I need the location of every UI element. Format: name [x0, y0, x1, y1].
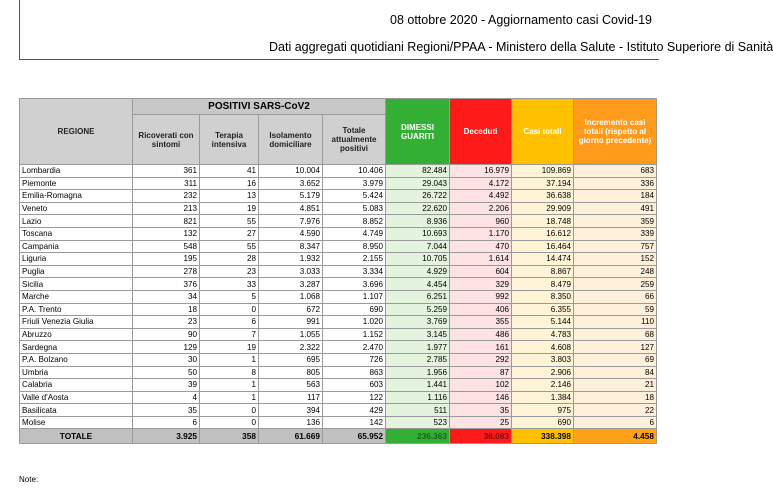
cell-regione: Liguria [20, 253, 133, 266]
cell-casi-totali: 4.608 [512, 341, 574, 354]
table-row [20, 379, 657, 392]
cell-casi-totali: 109.869 [512, 165, 574, 178]
cell-regione: P.A. Bolzano [20, 353, 133, 366]
cell-isolamento: 3.652 [259, 177, 323, 190]
table-row [20, 341, 657, 354]
cell-regione: Molise [20, 416, 133, 429]
cell-dimessi: 10.693 [386, 227, 450, 240]
cell-totale-positivi: 3.334 [323, 265, 386, 278]
cell-casi-totali: 4.783 [512, 328, 574, 341]
cell-totale-positivi: 1.020 [323, 316, 386, 329]
cell-casi-totali: 1.384 [512, 391, 574, 404]
cell-deceduti: 35 [450, 404, 512, 417]
cell-terapia: 0 [200, 416, 259, 429]
cell-dimessi: 3.769 [386, 316, 450, 329]
cell-regione: Lazio [20, 215, 133, 228]
cell-totale-positivi: 1.152 [323, 328, 386, 341]
cell-dimessi: 6.251 [386, 290, 450, 303]
cell-dimessi: 1.116 [386, 391, 450, 404]
cell-regione: Marche [20, 290, 133, 303]
cell-ricoverati: 213 [133, 202, 200, 215]
cell-dimessi: 523 [386, 416, 450, 429]
totals-dimessi: 236.363 [386, 429, 450, 444]
table-row [20, 290, 657, 303]
cell-isolamento: 5.179 [259, 190, 323, 203]
cell-totale-positivi: 8.852 [323, 215, 386, 228]
cell-ricoverati: 278 [133, 265, 200, 278]
cell-dimessi: 2.785 [386, 353, 450, 366]
cell-totale-positivi: 2.470 [323, 341, 386, 354]
cell-deceduti: 16.979 [450, 165, 512, 178]
table-row [20, 202, 657, 215]
cell-terapia: 5 [200, 290, 259, 303]
cell-deceduti: 161 [450, 341, 512, 354]
table-row [20, 227, 657, 240]
header-dimessi: DIMESSI GUARITI [386, 99, 450, 165]
report-header-box [19, 0, 773, 60]
cell-isolamento: 3.287 [259, 278, 323, 291]
cell-ricoverati: 18 [133, 303, 200, 316]
covid-regional-table [19, 98, 657, 444]
cell-incremento: 6 [574, 416, 657, 429]
header-deceduti: Deceduti [450, 99, 512, 165]
cell-regione: Lombardia [20, 165, 133, 178]
cell-totale-positivi: 429 [323, 404, 386, 417]
cell-isolamento: 2.322 [259, 341, 323, 354]
cell-casi-totali: 37.194 [512, 177, 574, 190]
cell-totale-positivi: 2.155 [323, 253, 386, 266]
cell-deceduti: 604 [450, 265, 512, 278]
cell-regione: Emilia-Romagna [20, 190, 133, 203]
cell-incremento: 491 [574, 202, 657, 215]
cell-isolamento: 136 [259, 416, 323, 429]
cell-casi-totali: 36.638 [512, 190, 574, 203]
table-row [20, 303, 657, 316]
cell-ricoverati: 35 [133, 404, 200, 417]
cell-terapia: 16 [200, 177, 259, 190]
report-source-subtitle: Dati aggregati quotidiani Regioni/PPAA - Ministero della Salute - Istituto Superiore di Sanità [269, 40, 773, 54]
cell-incremento: 18 [574, 391, 657, 404]
cell-totale-positivi: 5.424 [323, 190, 386, 203]
cell-incremento: 336 [574, 177, 657, 190]
header-terapia: Terapia intensiva [200, 115, 259, 165]
totals-deceduti: 36.083 [450, 429, 512, 444]
cell-casi-totali: 8.350 [512, 290, 574, 303]
cell-isolamento: 672 [259, 303, 323, 316]
cell-incremento: 21 [574, 379, 657, 392]
table-row [20, 253, 657, 266]
cell-dimessi: 5.259 [386, 303, 450, 316]
cell-totale-positivi: 863 [323, 366, 386, 379]
cell-dimessi: 1.977 [386, 341, 450, 354]
cell-incremento: 68 [574, 328, 657, 341]
cell-isolamento: 1.932 [259, 253, 323, 266]
table-row [20, 265, 657, 278]
cell-dimessi: 7.044 [386, 240, 450, 253]
table-row [20, 328, 657, 341]
cell-terapia: 27 [200, 227, 259, 240]
cell-terapia: 19 [200, 202, 259, 215]
cell-deceduti: 4.172 [450, 177, 512, 190]
cell-regione: Piemonte [20, 177, 133, 190]
table-row [20, 215, 657, 228]
cell-isolamento: 394 [259, 404, 323, 417]
cell-ricoverati: 361 [133, 165, 200, 178]
cell-isolamento: 4.590 [259, 227, 323, 240]
cell-regione: Abruzzo [20, 328, 133, 341]
cell-ricoverati: 129 [133, 341, 200, 354]
cell-ricoverati: 376 [133, 278, 200, 291]
cell-totale-positivi: 3.696 [323, 278, 386, 291]
cell-deceduti: 2.206 [450, 202, 512, 215]
cell-terapia: 41 [200, 165, 259, 178]
cell-casi-totali: 16.464 [512, 240, 574, 253]
table-body [20, 165, 657, 429]
cell-casi-totali: 3.803 [512, 353, 574, 366]
cell-totale-positivi: 726 [323, 353, 386, 366]
totals-terapia: 358 [200, 429, 259, 444]
totals-row [20, 429, 657, 444]
cell-isolamento: 695 [259, 353, 323, 366]
cell-incremento: 59 [574, 303, 657, 316]
cell-ricoverati: 39 [133, 379, 200, 392]
cell-incremento: 259 [574, 278, 657, 291]
cell-incremento: 339 [574, 227, 657, 240]
cell-ricoverati: 90 [133, 328, 200, 341]
cell-isolamento: 3.033 [259, 265, 323, 278]
table-row [20, 353, 657, 366]
cell-terapia: 13 [200, 190, 259, 203]
cell-incremento: 184 [574, 190, 657, 203]
cell-isolamento: 805 [259, 366, 323, 379]
cell-regione: Basilicata [20, 404, 133, 417]
cell-terapia: 55 [200, 240, 259, 253]
table-row [20, 404, 657, 417]
cell-totale-positivi: 10.406 [323, 165, 386, 178]
cell-deceduti: 1.614 [450, 253, 512, 266]
cell-incremento: 359 [574, 215, 657, 228]
totals-casi: 338.398 [512, 429, 574, 444]
table-row [20, 316, 657, 329]
cell-dimessi: 8.936 [386, 215, 450, 228]
cell-ricoverati: 50 [133, 366, 200, 379]
cell-terapia: 19 [200, 341, 259, 354]
cell-incremento: 127 [574, 341, 657, 354]
table-row [20, 190, 657, 203]
cell-totale-positivi: 3.979 [323, 177, 386, 190]
table-row [20, 391, 657, 404]
cell-totale-positivi: 690 [323, 303, 386, 316]
cell-deceduti: 102 [450, 379, 512, 392]
cell-terapia: 0 [200, 404, 259, 417]
cell-terapia: 28 [200, 253, 259, 266]
cell-dimessi: 1.441 [386, 379, 450, 392]
cell-casi-totali: 6.355 [512, 303, 574, 316]
header-isolamento: Isolamento domiciliare [259, 115, 323, 165]
cell-deceduti: 992 [450, 290, 512, 303]
table-row [20, 278, 657, 291]
header-regione: REGIONE [20, 99, 133, 165]
cell-regione: P.A. Trento [20, 303, 133, 316]
header-casi-totali: Casi totali [512, 99, 574, 165]
cell-dimessi: 82.484 [386, 165, 450, 178]
cell-isolamento: 7.976 [259, 215, 323, 228]
cell-isolamento: 117 [259, 391, 323, 404]
report-date-title: 08 ottobre 2020 - Aggiornamento casi Covid-19 [390, 13, 652, 27]
cell-ricoverati: 548 [133, 240, 200, 253]
cell-isolamento: 4.851 [259, 202, 323, 215]
cell-ricoverati: 821 [133, 215, 200, 228]
cell-regione: Veneto [20, 202, 133, 215]
cell-casi-totali: 5.144 [512, 316, 574, 329]
cell-casi-totali: 975 [512, 404, 574, 417]
cell-regione: Umbria [20, 366, 133, 379]
cell-totale-positivi: 1.107 [323, 290, 386, 303]
header-positivi-group: POSITIVI SARS-CoV2 [133, 99, 386, 115]
totals-incremento: 4.458 [574, 429, 657, 444]
cell-casi-totali: 29.909 [512, 202, 574, 215]
table-row [20, 240, 657, 253]
cell-dimessi: 4.454 [386, 278, 450, 291]
cell-isolamento: 991 [259, 316, 323, 329]
cell-isolamento: 8.347 [259, 240, 323, 253]
cell-deceduti: 1.170 [450, 227, 512, 240]
cell-deceduti: 960 [450, 215, 512, 228]
cell-terapia: 33 [200, 278, 259, 291]
cell-deceduti: 470 [450, 240, 512, 253]
cell-incremento: 22 [574, 404, 657, 417]
cell-incremento: 66 [574, 290, 657, 303]
cell-deceduti: 87 [450, 366, 512, 379]
cell-regione: Campania [20, 240, 133, 253]
table-row [20, 416, 657, 429]
cell-isolamento: 563 [259, 379, 323, 392]
cell-casi-totali: 8.867 [512, 265, 574, 278]
cell-regione: Calabria [20, 379, 133, 392]
cell-deceduti: 25 [450, 416, 512, 429]
cell-dimessi: 1.956 [386, 366, 450, 379]
cell-ricoverati: 6 [133, 416, 200, 429]
cell-terapia: 1 [200, 391, 259, 404]
cell-ricoverati: 195 [133, 253, 200, 266]
totals-ricoverati: 3.925 [133, 429, 200, 444]
table-row [20, 165, 657, 178]
cell-regione: Sicilia [20, 278, 133, 291]
cell-terapia: 23 [200, 265, 259, 278]
cell-ricoverati: 132 [133, 227, 200, 240]
cell-dimessi: 29.043 [386, 177, 450, 190]
cell-ricoverati: 30 [133, 353, 200, 366]
cell-dimessi: 10.705 [386, 253, 450, 266]
cell-casi-totali: 18.748 [512, 215, 574, 228]
cell-casi-totali: 16.612 [512, 227, 574, 240]
cell-incremento: 248 [574, 265, 657, 278]
cell-incremento: 110 [574, 316, 657, 329]
cell-totale-positivi: 8.950 [323, 240, 386, 253]
cell-incremento: 152 [574, 253, 657, 266]
header-totale-positivi: Totale attualmente positivi [323, 115, 386, 165]
cell-terapia: 7 [200, 328, 259, 341]
cell-terapia: 8 [200, 366, 259, 379]
cell-deceduti: 486 [450, 328, 512, 341]
cell-totale-positivi: 142 [323, 416, 386, 429]
totals-positivi: 65.952 [323, 429, 386, 444]
note-label: Note: [19, 475, 39, 484]
covid-table-container [19, 98, 656, 451]
cell-totale-positivi: 5.083 [323, 202, 386, 215]
cell-deceduti: 146 [450, 391, 512, 404]
cell-casi-totali: 690 [512, 416, 574, 429]
cell-ricoverati: 232 [133, 190, 200, 203]
cell-totale-positivi: 122 [323, 391, 386, 404]
cell-regione: Valle d'Aosta [20, 391, 133, 404]
header-ricoverati: Ricoverati con sintomi [133, 115, 200, 165]
cell-deceduti: 4.492 [450, 190, 512, 203]
cell-dimessi: 4.929 [386, 265, 450, 278]
cell-incremento: 683 [574, 165, 657, 178]
cell-regione: Puglia [20, 265, 133, 278]
cell-deceduti: 292 [450, 353, 512, 366]
cell-ricoverati: 23 [133, 316, 200, 329]
cell-ricoverati: 311 [133, 177, 200, 190]
cell-terapia: 1 [200, 353, 259, 366]
cell-incremento: 84 [574, 366, 657, 379]
totals-isolamento: 61.669 [259, 429, 323, 444]
cell-dimessi: 511 [386, 404, 450, 417]
cell-deceduti: 406 [450, 303, 512, 316]
cell-isolamento: 1.055 [259, 328, 323, 341]
cell-deceduti: 329 [450, 278, 512, 291]
cell-dimessi: 22.620 [386, 202, 450, 215]
cell-casi-totali: 2.906 [512, 366, 574, 379]
cell-incremento: 757 [574, 240, 657, 253]
table-row [20, 177, 657, 190]
table-row [20, 366, 657, 379]
header-incremento: Incremento casi totali (rispetto al giorno precedente) [574, 99, 657, 165]
cell-ricoverati: 4 [133, 391, 200, 404]
cell-dimessi: 3.145 [386, 328, 450, 341]
cell-casi-totali: 2.146 [512, 379, 574, 392]
cell-regione: Toscana [20, 227, 133, 240]
cell-terapia: 1 [200, 379, 259, 392]
cell-terapia: 6 [200, 316, 259, 329]
cell-dimessi: 26.722 [386, 190, 450, 203]
cell-terapia: 55 [200, 215, 259, 228]
cell-regione: Sardegna [20, 341, 133, 354]
cell-incremento: 69 [574, 353, 657, 366]
cell-regione: Friuli Venezia Giulia [20, 316, 133, 329]
cell-deceduti: 355 [450, 316, 512, 329]
cell-isolamento: 10.004 [259, 165, 323, 178]
cell-isolamento: 1.068 [259, 290, 323, 303]
totals-label: TOTALE [20, 429, 133, 444]
cell-ricoverati: 34 [133, 290, 200, 303]
cell-casi-totali: 8.479 [512, 278, 574, 291]
cell-casi-totali: 14.474 [512, 253, 574, 266]
cell-terapia: 0 [200, 303, 259, 316]
cell-totale-positivi: 4.749 [323, 227, 386, 240]
cell-totale-positivi: 603 [323, 379, 386, 392]
